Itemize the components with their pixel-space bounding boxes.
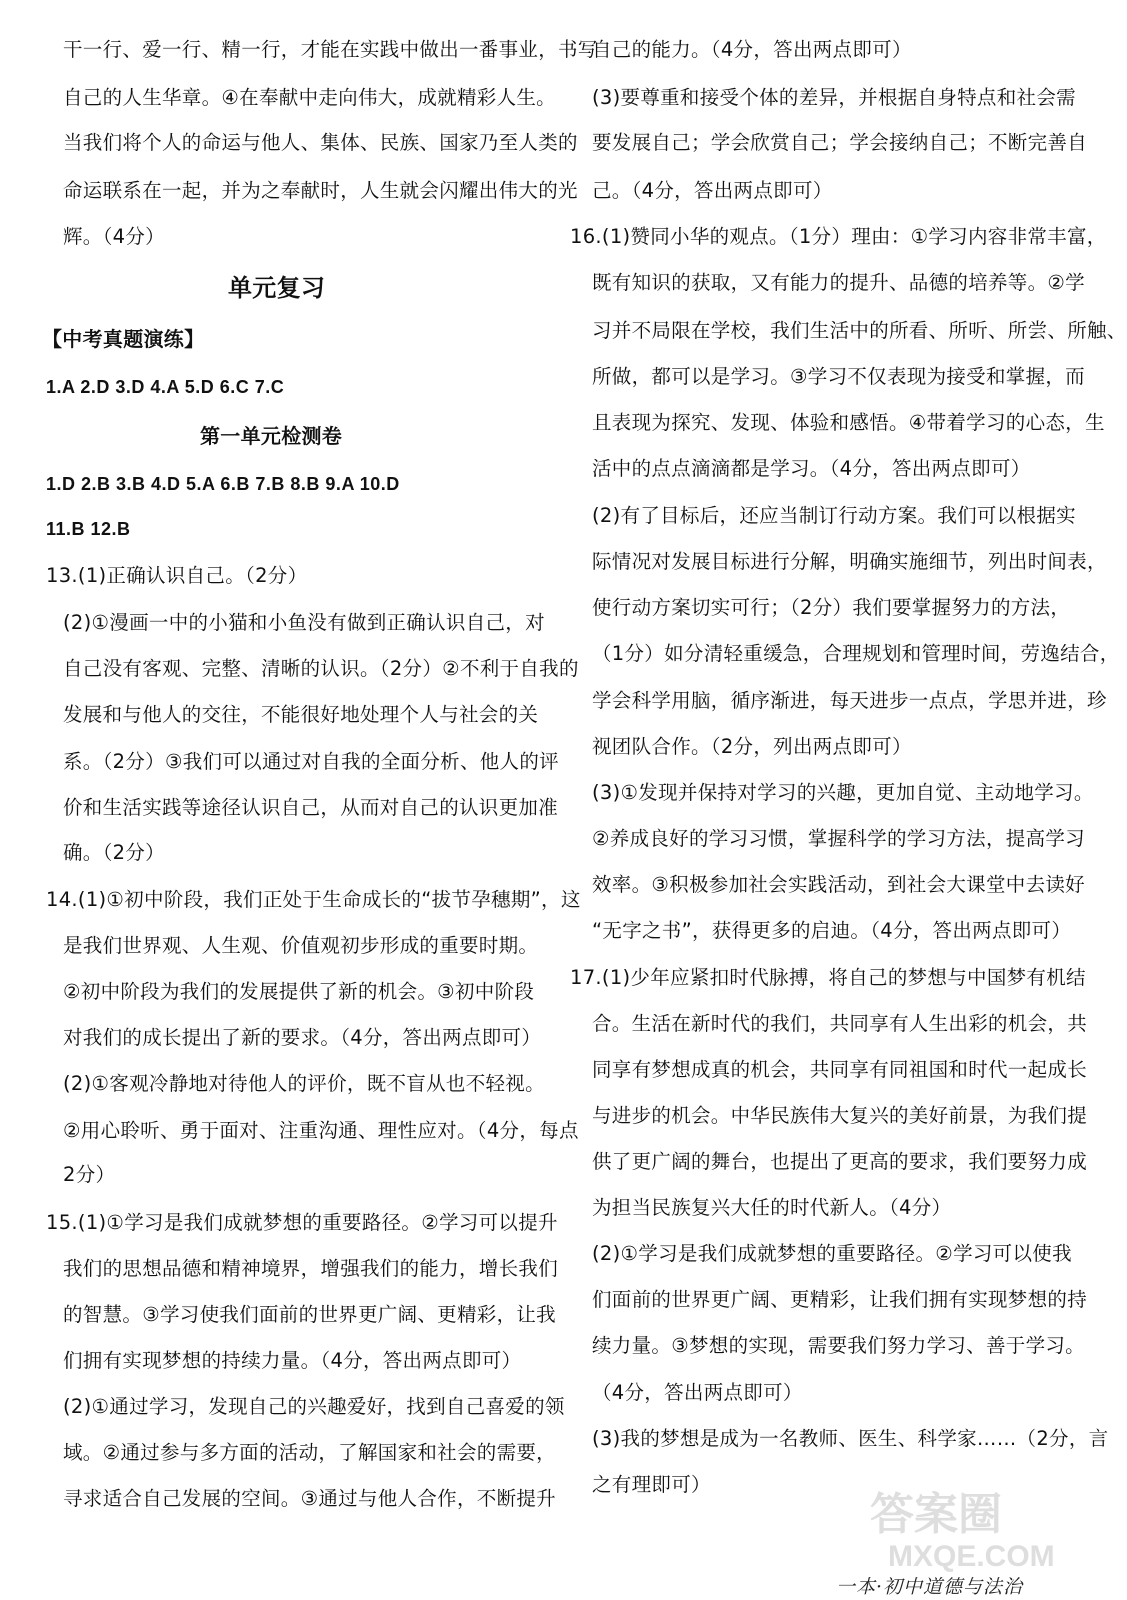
q15-cont-line: 己。（4分，答出两点即可） bbox=[592, 179, 833, 202]
q16-line: 且表现为探究、发现、体验和感悟。④带着学习的心态，生 bbox=[592, 411, 1105, 434]
q14-line: ②用心聆听、勇于面对、注重沟通、理性应对。（4分，每点 bbox=[63, 1119, 579, 1142]
q14-line: (2)①客观冷静地对待他人的评价，既不盲从也不轻视。 bbox=[63, 1072, 545, 1095]
text-line: 干一行、爱一行、精一行，才能在实践中做出一番事业，书写 bbox=[63, 38, 598, 61]
q13-line: 确。（2分） bbox=[63, 841, 165, 864]
q15-cont-line: (3)要尊重和接受个体的差异，并根据自身特点和社会需 bbox=[592, 86, 1076, 109]
q17-line: 供了更广阔的舞台，也提出了更高的要求，我们要努力成 bbox=[592, 1150, 1088, 1173]
q17-line: 们面前的世界更广阔、更精彩，让我们拥有实现梦想的持 bbox=[592, 1288, 1088, 1311]
test-answers-row-1: 1.D 2.B 3.B 4.D 5.A 6.B 7.B 8.B 9.A 10.D bbox=[46, 474, 400, 494]
q16-line: 习并不局限在学校，我们生活中的所看、所听、所尝、所触、 bbox=[592, 319, 1127, 342]
test-answers-row-2: 11.B 12.B bbox=[46, 519, 131, 539]
q15-line: 的智慧。③学习使我们面前的世界更广阔、更精彩，让我 bbox=[63, 1303, 556, 1326]
q14-line: 2分） bbox=[63, 1163, 116, 1186]
q16-line: 活中的点点滴滴都是学习。（4分，答出两点即可） bbox=[592, 457, 1031, 480]
q16-line: (2)有了目标后，还应当制订行动方案。我们可以根据实 bbox=[592, 504, 1076, 527]
q15-cont-line: 要发展自己；学会欣赏自己；学会接纳自己；不断完善自 bbox=[592, 131, 1088, 154]
text-line: 辉。（4分） bbox=[63, 225, 165, 248]
q16-line: 学会科学用脑，循序渐进，每天进步一点点，学思并进，珍 bbox=[592, 689, 1107, 712]
text-line: 当我们将个人的命运与他人、集体、民族、国家乃至人类的 bbox=[63, 131, 578, 154]
q13-line: 13.(1)正确认识自己。（2分） bbox=[46, 564, 308, 587]
q14-line: ②初中阶段为我们的发展提供了新的机会。③初中阶段 bbox=[63, 980, 535, 1003]
unit-review-title: 单元复习 bbox=[228, 274, 326, 302]
q17-line: （4分，答出两点即可） bbox=[592, 1381, 803, 1404]
q17-line: (3)我的梦想是成为一名教师、医生、科学家……（2分，言 bbox=[592, 1427, 1109, 1450]
test-title: 第一单元检测卷 bbox=[200, 424, 343, 448]
q15-line: (2)①通过学习，发现自己的兴趣爱好，找到自己喜爱的领 bbox=[63, 1395, 565, 1418]
q14-line: 是我们世界观、人生观、价值观初步形成的重要时期。 bbox=[63, 934, 539, 957]
q17-line: 17.(1)少年应紧扣时代脉搏，将自己的梦想与中国梦有机结 bbox=[570, 966, 1086, 989]
q16-line: ②养成良好的学习习惯，掌握科学的学习方法，提高学习 bbox=[592, 827, 1085, 850]
q16-line: 所做，都可以是学习。③学习不仅表现为接受和掌握，而 bbox=[592, 365, 1085, 388]
q15-line: 我们的思想品德和精神境界，增强我们的能力，增长我们 bbox=[63, 1257, 559, 1280]
q17-line: 与进步的机会。中华民族伟大复兴的美好前景，为我们提 bbox=[592, 1104, 1088, 1127]
q16-line: (3)①发现并保持对学习的兴趣，更加自觉、主动地学习。 bbox=[592, 781, 1094, 804]
watermark-site: MXQE.COM bbox=[888, 1540, 1055, 1573]
q16-line: 际情况对发展目标进行分解，明确实施细节，列出时间表， bbox=[592, 550, 1107, 573]
text-line: 命运联系在一起，并为之奉献时，人生就会闪耀出伟大的光 bbox=[63, 179, 578, 202]
q13-line: 系。（2分）③我们可以通过对自我的全面分析、他人的评 bbox=[63, 750, 559, 773]
q16-line: 16.(1)赞同小华的观点。（1分）理由：①学习内容非常丰富， bbox=[570, 225, 1107, 248]
watermark-brand: 答案圈 bbox=[870, 1490, 1002, 1539]
q17-line: 为担当民族复兴大任的时代新人。（4分） bbox=[592, 1196, 952, 1219]
section-answers: 1.A 2.D 3.D 4.A 5.D 6.C 7.C bbox=[46, 377, 285, 397]
q17-line: 续力量。③梦想的实现，需要我们努力学习、善于学习。 bbox=[592, 1334, 1085, 1357]
q15-line: 们拥有实现梦想的持续力量。（4分，答出两点即可） bbox=[63, 1349, 522, 1372]
q16-line: 效率。③积极参加社会实践活动，到社会大课堂中去读好 bbox=[592, 873, 1085, 896]
q16-line: （1分）如分清轻重缓急，合理规划和管理时间，劳逸结合， bbox=[592, 642, 1120, 665]
q15-line: 寻求适合自己发展的空间。③通过与他人合作，不断提升 bbox=[63, 1487, 556, 1510]
q17-line: (2)①学习是我们成就梦想的重要路径。②学习可以使我 bbox=[592, 1242, 1072, 1265]
q15-line: 15.(1)①学习是我们成就梦想的重要路径。②学习可以提升 bbox=[46, 1211, 558, 1234]
q13-line: 发展和与他人的交往，不能很好地处理个人与社会的关 bbox=[63, 703, 539, 726]
page-footer: 一本·初中道德与法治 bbox=[836, 1576, 1024, 1598]
q16-line: 既有知识的获取，又有能力的提升、品德的培养等。②学 bbox=[592, 271, 1085, 294]
q17-line: 合。生活在新时代的我们，共同享有人生出彩的机会，共 bbox=[592, 1012, 1088, 1035]
q13-line: (2)①漫画一中的小猫和小鱼没有做到正确认识自己，对 bbox=[63, 611, 545, 634]
q17-line: 之有理即可） bbox=[592, 1473, 711, 1496]
q15-cont-line: 自己的能力。（4分，答出两点即可） bbox=[592, 38, 912, 61]
q16-line: “无字之书”，获得更多的启迪。（4分，答出两点即可） bbox=[592, 919, 1072, 942]
q16-line: 视团队合作。（2分，列出两点即可） bbox=[592, 735, 912, 758]
q14-line: 14.(1)①初中阶段，我们正处于生命成长的“拔节孕穗期”，这 bbox=[46, 888, 581, 911]
q15-line: 域。②通过参与多方面的活动，了解国家和社会的需要， bbox=[63, 1441, 556, 1464]
q16-line: 使行动方案切实可行；（2分）我们要掌握努力的方法， bbox=[592, 596, 1071, 619]
q13-line: 价和生活实践等途径认识自己，从而对自己的认识更加准 bbox=[63, 796, 559, 819]
text-line: 自己的人生华章。④在奉献中走向伟大，成就精彩人生。 bbox=[63, 86, 556, 109]
q13-line: 自己没有客观、完整、清晰的认识。（2分）②不利于自我的 bbox=[63, 657, 579, 680]
section-label: 【中考真题演练】 bbox=[42, 327, 205, 351]
q17-line: 同享有梦想成真的机会，共同享有同祖国和时代一起成长 bbox=[592, 1058, 1088, 1081]
q14-line: 对我们的成长提出了新的要求。（4分，答出两点即可） bbox=[63, 1026, 542, 1049]
